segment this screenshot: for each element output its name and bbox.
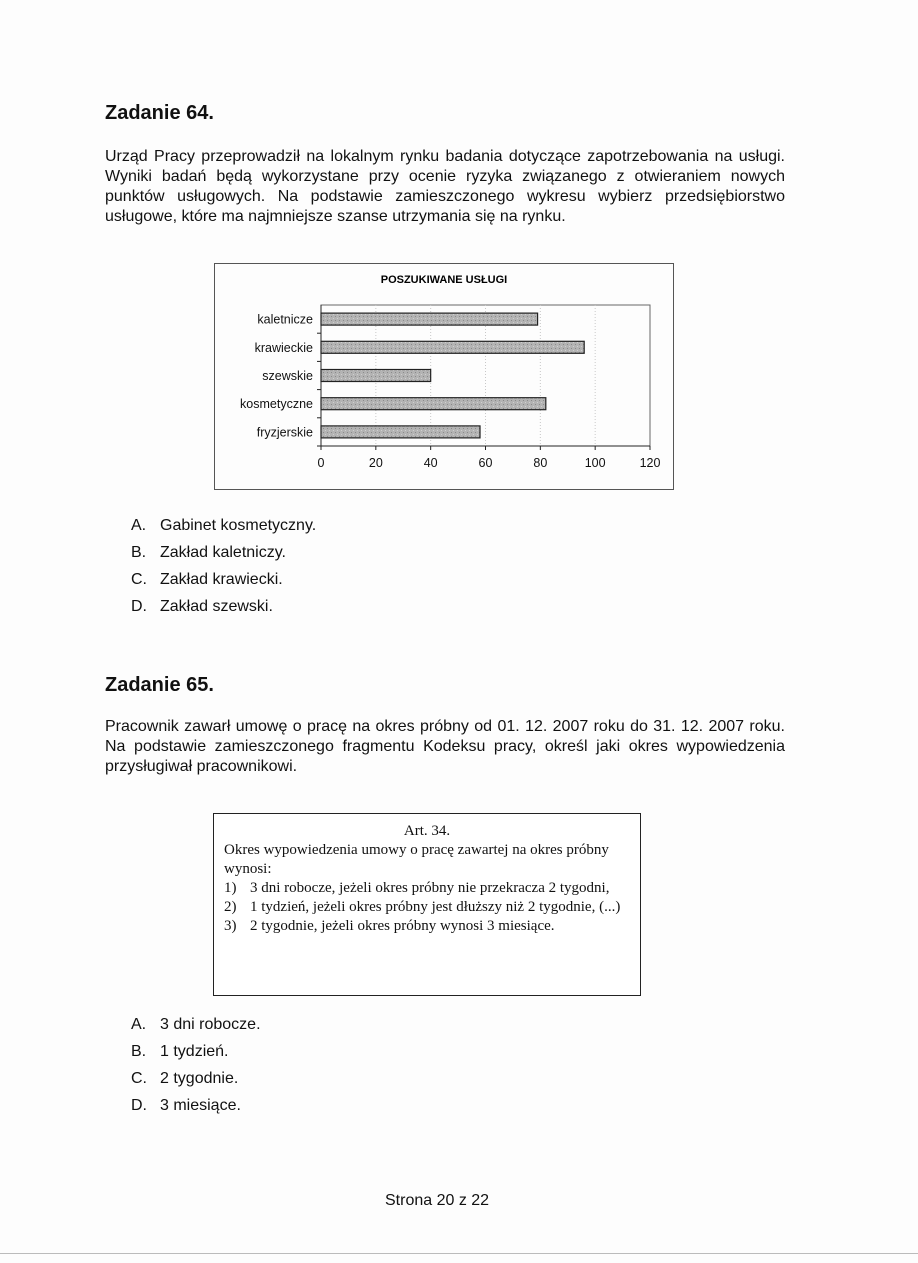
- law-article-title: Art. 34.: [403, 823, 451, 839]
- answer-text: 1 tydzień.: [160, 1043, 229, 1060]
- answer-option[interactable]: [131, 1011, 261, 1038]
- task64-heading: Zadanie 64.: [105, 102, 214, 124]
- law-excerpt-box: [213, 813, 641, 996]
- task64-text: Urząd Pracy przeprowadził na lokalnym rynku badania dotyczące zapotrzebowania na usługi. Wyniki badań będą wykorzystane przy ocenie ryzyka związanego z otwieraniem nowych punktów usługowych. Na podstawie zamieszczonego wykresu wybierz przedsiębiorstwo usługowe, które ma najmniejsze szanse utrzymania się na rynku.: [105, 148, 785, 225]
- bar-chart: [215, 264, 673, 489]
- x-tick-label: 100: [584, 456, 606, 470]
- answer-letter: B.: [131, 544, 147, 561]
- answer-option[interactable]: [131, 566, 316, 593]
- answer-letter: D.: [131, 1097, 147, 1114]
- law-item-text: 2 tygodnie, jeżeli okres próbny wynosi 3 miesiące.: [250, 918, 555, 934]
- answer-text: 3 miesiące.: [160, 1097, 241, 1114]
- answer-letter: B.: [131, 1043, 147, 1060]
- answer-option[interactable]: [131, 539, 316, 566]
- answer-option[interactable]: [131, 1065, 261, 1092]
- task65-answers: [131, 1011, 261, 1119]
- task65-text: Pracownik zawarł umowę o pracę na okres próbny od 01. 12. 2007 roku do 31. 12. 2007 roku. Na podstawie zamieszczonego fragmentu Kodeksu pracy, określ jaki okres wypowiedzenia przysługiwał pracownikowi.: [105, 718, 785, 775]
- law-item-text: 3 dni robocze, jeżeli okres próbny nie przekracza 2 tygodni,: [250, 880, 610, 896]
- answer-text: Zakład kaletniczy.: [160, 544, 286, 561]
- answer-letter: A.: [131, 1016, 147, 1033]
- answer-text: 2 tygodnie.: [160, 1070, 239, 1087]
- law-item-number: 2): [224, 899, 237, 915]
- answer-letter: C.: [131, 1070, 147, 1087]
- category-label: kaletnicze: [257, 312, 313, 327]
- task64-answers: [131, 512, 316, 620]
- task65-heading: Zadanie 65.: [105, 674, 214, 696]
- bar: [321, 341, 584, 353]
- law-item-number: 1): [224, 880, 237, 896]
- chart-box: [214, 263, 674, 490]
- chart-title: POSZUKIWANE USŁUGI: [380, 274, 508, 286]
- bar: [321, 398, 546, 410]
- category-label: krawieckie: [254, 340, 313, 355]
- x-tick-label: 60: [478, 456, 493, 470]
- law-item: [224, 898, 630, 917]
- answer-option[interactable]: [131, 1092, 261, 1119]
- x-tick-label: 40: [423, 456, 438, 470]
- answer-text: Zakład krawiecki.: [160, 571, 283, 588]
- answer-option[interactable]: [131, 1038, 261, 1065]
- x-tick-label: 120: [639, 456, 661, 470]
- law-intro: Okres wypowiedzenia umowy o pracę zawartej na okres próbny wynosi:: [224, 842, 609, 877]
- answer-option[interactable]: [131, 593, 316, 620]
- scan-edge-line: [0, 1253, 918, 1254]
- answer-option[interactable]: [131, 512, 316, 539]
- category-label: kosmetyczne: [240, 397, 313, 412]
- answer-text: Gabinet kosmetyczny.: [160, 517, 317, 534]
- answer-letter: D.: [131, 598, 147, 615]
- law-item: [224, 917, 630, 936]
- category-label: szewskie: [262, 369, 313, 383]
- law-item-number: 3): [224, 918, 237, 934]
- bar: [321, 313, 538, 325]
- x-tick-label: 80: [533, 456, 548, 470]
- bar: [321, 370, 431, 382]
- answer-letter: A.: [131, 517, 147, 534]
- page-number: Strona 20 z 22: [385, 1192, 490, 1209]
- bar: [321, 426, 480, 438]
- answer-text: Zakład szewski.: [160, 598, 273, 615]
- x-tick-label: 20: [368, 456, 383, 470]
- category-label: fryzjerskie: [256, 425, 313, 440]
- answer-text: 3 dni robocze.: [160, 1016, 261, 1033]
- law-item-text: 1 tydzień, jeżeli okres próbny jest dłuższy niż 2 tygodnie, (...): [250, 899, 621, 915]
- x-tick-label: 0: [317, 456, 325, 470]
- law-item: [224, 879, 630, 898]
- answer-letter: C.: [131, 571, 147, 588]
